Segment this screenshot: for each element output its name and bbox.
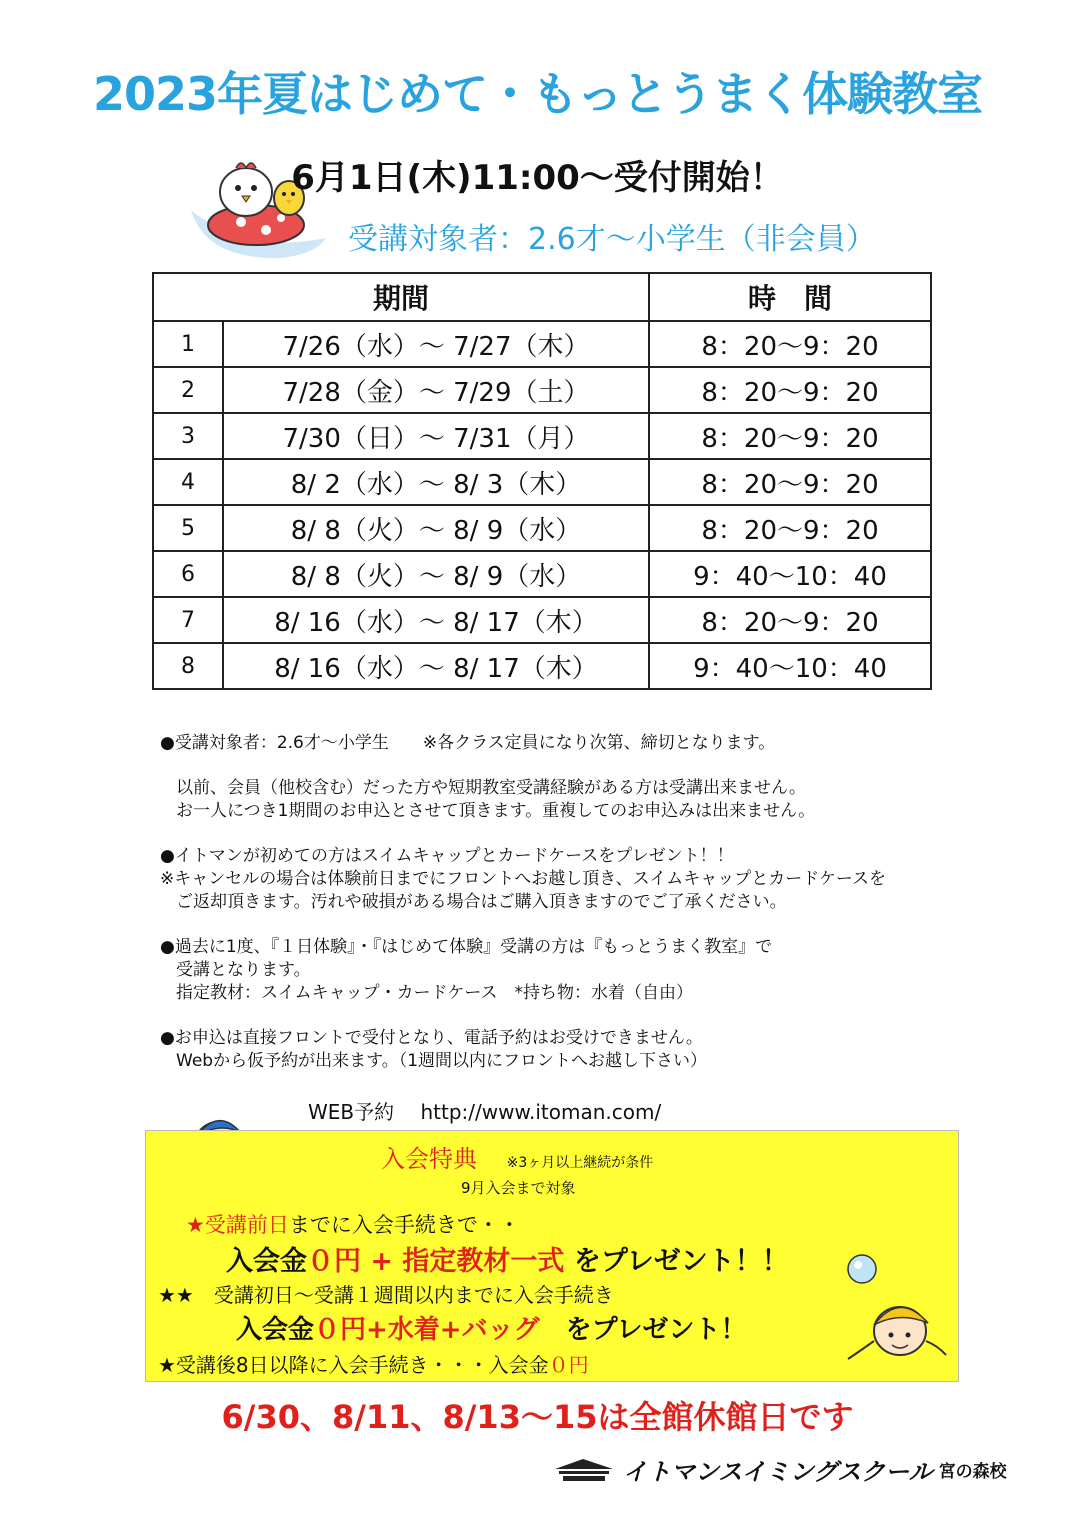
benefit-2-line2 [236,1309,747,1346]
note-line: 指定教材：スイムキャップ・カードケース *持ち物：水着（自由） [176,983,693,1003]
table-header-row [153,273,931,321]
note-line: 受講となります。 [176,960,311,980]
target-audience: 受講対象者：2.6才～小学生（非会員） [348,222,876,257]
row-period: 7/28（金）～ 7/29（土） [223,367,649,413]
benefits-condition: ※3ヶ月以上継続が条件 [506,1155,654,1171]
header-period: 期間 [153,273,649,321]
note-line: お一人につき1期間のお申込とさせて頂きます。重複してのお申込みは出来ません。 [176,801,816,821]
benefit-1-fee-value: ０円 + 指定教材一式 [307,1246,565,1277]
row-time: 8：20～9：20 [649,413,931,459]
row-period: 8/ 8（火）～ 8/ 9（水） [223,505,649,551]
header-time: 時 間 [649,273,931,321]
row-number: 4 [153,459,223,505]
school-logo [553,1452,1007,1487]
benefit-2-fee-label: 入会金 [236,1315,315,1345]
benefit-2-present: をプレゼント！ [539,1315,747,1345]
benefit-3-text: ★受講後8日以降に入会手続き・・・入会金 [158,1353,549,1377]
row-number: 7 [153,597,223,643]
brand-name: イトマンスイミングスクール [623,1458,933,1486]
benefit-1-fee-label: 入会金 [226,1246,307,1277]
benefit-1-highlight: ★受講前日 [186,1213,289,1237]
benefit-1-line1 [186,1209,520,1239]
table-row [153,597,931,643]
note-line: ●受講対象者：2.6才～小学生 ※各クラス定員になり次第、締切となります。 [160,733,776,753]
row-time: 8：20～9：20 [649,505,931,551]
page-title: 2023年夏はじめて・もっとうまく体験教室 [92,67,983,121]
row-number: 8 [153,643,223,689]
row-time: 9：40～10：40 [649,643,931,689]
benefit-1-present: をプレゼント！！ [564,1246,789,1277]
row-number: 5 [153,505,223,551]
row-period: 8/ 8（火）～ 8/ 9（水） [223,551,649,597]
note-line: ご返却頂きます。汚れや破損がある場合はご購入頂きますのでご了承ください。 [176,892,787,912]
table-row [153,459,931,505]
benefits-title: 入会特典 [381,1145,477,1173]
row-period: 8/ 16（水）～ 8/ 17（木） [223,643,649,689]
table-row [153,413,931,459]
table-row [153,551,931,597]
table-row [153,505,931,551]
note-line: 以前、会員（他校含む）だった方や短期教室受講経験がある方は受講出来ません。 [176,778,807,798]
table-row [153,321,931,367]
table-row [153,643,931,689]
note-line: ●イトマンが初めての方はスイムキャップとカードケースをプレゼント！！ [160,846,734,866]
benefit-2-fee-value: ０円+水着+バッグ [314,1315,540,1345]
row-period: 7/26（水）～ 7/27（木） [223,321,649,367]
table-row [153,367,931,413]
row-time: 8：20～9：20 [649,597,931,643]
benefit-3-line [158,1349,589,1378]
row-period: 8/ 2（水）～ 8/ 3（木） [223,459,649,505]
benefit-3-fee: ０円 [548,1353,589,1377]
row-time: 8：20～9：20 [649,367,931,413]
note-line: ●お申込は直接フロントで受付となり、電話予約はお受けできません。 [160,1028,703,1048]
branch-name: 宮の森校 [938,1462,1007,1482]
benefit-1-line2 [226,1239,789,1278]
benefits-title-line [381,1139,653,1174]
row-time: 8：20～9：20 [649,459,931,505]
note-line: ●過去に1度、『１日体験』・『はじめて体験』受講の方は『もっとうまく教室』で [160,937,773,957]
row-number: 2 [153,367,223,413]
row-number: 1 [153,321,223,367]
benefit-1-text: までに入会手続きで・・ [288,1213,520,1237]
swimming-girl-illustration [840,1251,950,1376]
benefits-until: 9月入会まで対象 [461,1179,576,1197]
row-time: 9：40～10：40 [649,551,931,597]
web-label: WEB予約 [308,1100,395,1124]
note-line: ※キャンセルの場合は体験前日までにフロントへお越し頂き、スイムキャップとカードケースを [160,869,887,889]
row-number: 3 [153,413,223,459]
row-number: 6 [153,551,223,597]
row-period: 8/ 16（水）～ 8/ 17（木） [223,597,649,643]
schedule-table [152,272,932,690]
web-reservation [308,1096,661,1125]
closure-notice: 6/30、8/11、8/13～15は全館休館日です [221,1398,854,1436]
web-link[interactable]: http://www.itoman.com/ [420,1100,662,1124]
note-line: Webから仮予約が出来ます。（1週間以内にフロントへお越し下さい） [176,1051,708,1071]
building-logo-icon [553,1457,615,1483]
notes-section [160,732,1020,1073]
membership-benefits-box [145,1130,959,1382]
row-period: 7/30（日）～ 7/31（月） [223,413,649,459]
benefit-2-line1: ★★ 受講初日～受講１週間以内までに入会手続き [158,1283,614,1307]
row-time: 8：20～9：20 [649,321,931,367]
reception-start-notice: 6月1日(木)11:00～受付開始！ [291,158,784,198]
